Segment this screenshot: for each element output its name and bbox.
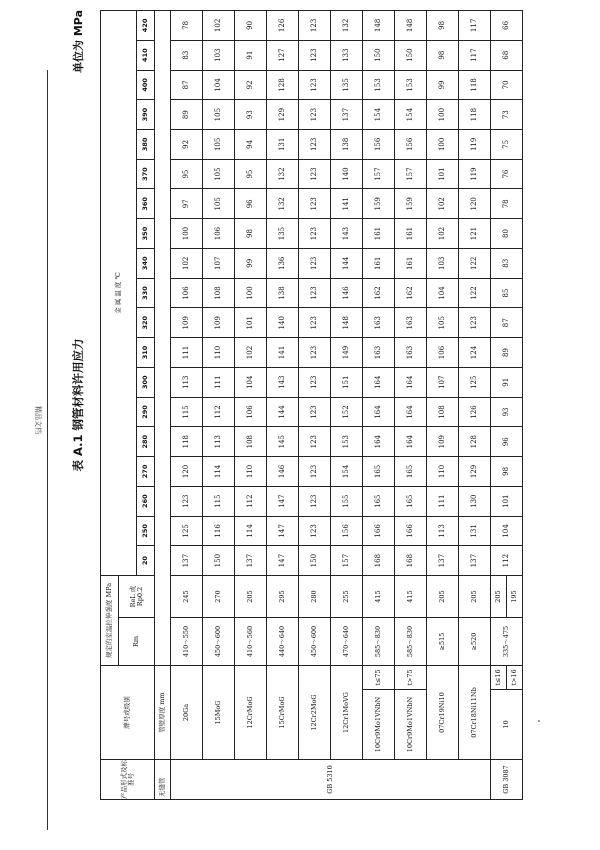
rel-cell: 205 xyxy=(235,576,267,618)
grade-cell: 15MoG xyxy=(203,666,235,760)
grade-cell: 20Ga xyxy=(171,666,203,760)
stress-value-cell: 161 xyxy=(363,248,395,278)
temp-header-340: 340 xyxy=(137,248,155,278)
temp-header-410: 410 xyxy=(137,40,155,70)
stress-value-cell: 147 xyxy=(267,516,299,546)
stress-value-cell: 164 xyxy=(363,367,395,397)
rel-cell: 205 xyxy=(459,576,491,618)
stress-value-cell: 101 xyxy=(427,159,459,189)
stress-value-cell: 91 xyxy=(491,367,523,397)
strength-group-header: 规定的室温拉伸强度 MPa xyxy=(101,576,119,666)
stress-value-cell: 143 xyxy=(267,367,299,397)
stress-value-cell: 161 xyxy=(395,248,427,278)
table-row xyxy=(203,11,235,800)
stress-value-cell: 113 xyxy=(427,516,459,546)
stress-value-cell: 109 xyxy=(427,427,459,457)
stress-value-cell: 114 xyxy=(203,457,235,487)
header-rule xyxy=(47,70,48,830)
stress-value-cell: 123 xyxy=(299,189,331,219)
stress-value-cell: 147 xyxy=(267,546,299,576)
stress-value-cell: 154 xyxy=(331,457,363,487)
stress-value-cell: 123 xyxy=(299,11,331,41)
stress-value-cell: 90 xyxy=(235,11,267,41)
stress-value-cell: 156 xyxy=(395,129,427,159)
stress-value-cell: 117 xyxy=(459,11,491,41)
stress-value-cell: 152 xyxy=(331,397,363,427)
stress-value-cell: 159 xyxy=(363,189,395,219)
rel-cell: 255 xyxy=(331,576,363,618)
stress-value-cell: 112 xyxy=(491,546,523,576)
stress-value-cell: 99 xyxy=(427,70,459,100)
stress-value-cell: 98 xyxy=(235,219,267,249)
product-form-header: 产品形式及标准号 xyxy=(101,760,155,800)
stress-value-cell: 162 xyxy=(395,278,427,308)
stress-value-cell: 145 xyxy=(267,427,299,457)
temp-header-20: 20 xyxy=(137,546,155,576)
stress-value-cell: 154 xyxy=(395,100,427,130)
thickness-cell: t>75 xyxy=(395,666,427,690)
stress-value-cell: 119 xyxy=(459,129,491,159)
stress-value-cell: 112 xyxy=(235,486,267,516)
stress-value-cell: 128 xyxy=(459,427,491,457)
stress-value-cell: 123 xyxy=(299,129,331,159)
stress-value-cell: 108 xyxy=(203,278,235,308)
rotated-page xyxy=(70,10,590,800)
stress-value-cell: 126 xyxy=(267,11,299,41)
stress-value-cell: 78 xyxy=(171,11,203,41)
stress-value-cell: 105 xyxy=(203,189,235,219)
stress-value-cell: 118 xyxy=(459,70,491,100)
stress-value-cell: 115 xyxy=(203,486,235,516)
stress-value-cell: 164 xyxy=(395,427,427,457)
stress-value-cell: 109 xyxy=(203,308,235,338)
stress-value-cell: 78 xyxy=(491,189,523,219)
stress-value-cell: 110 xyxy=(235,457,267,487)
table-row xyxy=(299,11,331,800)
stress-value-cell: 118 xyxy=(171,427,203,457)
table-row xyxy=(363,11,395,800)
stress-value-cell: 156 xyxy=(363,129,395,159)
stress-value-cell: 94 xyxy=(235,129,267,159)
stress-value-cell: 100 xyxy=(235,278,267,308)
stress-value-cell: 125 xyxy=(171,516,203,546)
stress-value-cell: 138 xyxy=(267,278,299,308)
stress-value-cell: 164 xyxy=(395,367,427,397)
stress-value-cell: 163 xyxy=(363,338,395,368)
stress-value-cell: 128 xyxy=(267,70,299,100)
stress-value-cell: 140 xyxy=(331,159,363,189)
stress-value-cell: 168 xyxy=(395,546,427,576)
stress-value-cell: 112 xyxy=(203,397,235,427)
stress-value-cell: 148 xyxy=(331,308,363,338)
stress-value-cell: 146 xyxy=(331,278,363,308)
stress-value-cell: 100 xyxy=(427,100,459,130)
stress-value-cell: 162 xyxy=(363,278,395,308)
stress-value-cell: 102 xyxy=(171,248,203,278)
page-header: 精品文档 xyxy=(34,406,42,434)
stress-value-cell: 148 xyxy=(363,11,395,41)
stress-value-cell: 89 xyxy=(491,338,523,368)
stress-value-cell: 164 xyxy=(395,397,427,427)
stress-value-cell: 85 xyxy=(491,278,523,308)
stress-value-cell: 98 xyxy=(491,457,523,487)
stress-value-cell: 120 xyxy=(171,457,203,487)
stress-value-cell: 123 xyxy=(299,427,331,457)
stress-value-cell: 111 xyxy=(171,338,203,368)
stress-value-cell: 123 xyxy=(299,219,331,249)
stress-value-cell: 143 xyxy=(331,219,363,249)
stress-value-cell: 95 xyxy=(235,159,267,189)
stress-value-cell: 150 xyxy=(363,40,395,70)
stress-value-cell: 131 xyxy=(459,516,491,546)
stress-value-cell: 113 xyxy=(171,367,203,397)
stress-value-cell: 107 xyxy=(203,248,235,278)
temp-header-370: 370 xyxy=(137,159,155,189)
temp-header-290: 290 xyxy=(137,397,155,427)
rm-cell: 440～640 xyxy=(267,618,299,666)
stress-value-cell: 123 xyxy=(299,248,331,278)
stress-value-cell: 118 xyxy=(459,100,491,130)
stress-value-cell: 104 xyxy=(235,367,267,397)
stress-value-cell: 103 xyxy=(427,248,459,278)
stress-value-cell: 73 xyxy=(491,100,523,130)
stress-value-cell: 98 xyxy=(427,40,459,70)
stress-value-cell: 153 xyxy=(331,427,363,457)
stress-value-cell: 123 xyxy=(299,367,331,397)
stress-value-cell: 107 xyxy=(427,367,459,397)
temp-header-280: 280 xyxy=(137,427,155,457)
stress-value-cell: 114 xyxy=(235,516,267,546)
stress-value-cell: 115 xyxy=(171,397,203,427)
stress-value-cell: 104 xyxy=(203,70,235,100)
temp-header-300: 300 xyxy=(137,367,155,397)
table-row xyxy=(331,11,363,800)
table-row xyxy=(171,11,203,800)
stress-value-cell: 105 xyxy=(427,308,459,338)
stress-value-cell: 164 xyxy=(363,427,395,457)
unit-label: 单位为 MPa xyxy=(72,10,85,73)
stress-value-cell: 123 xyxy=(299,100,331,130)
stress-value-cell: 102 xyxy=(427,219,459,249)
stress-value-cell: 122 xyxy=(459,248,491,278)
rel-cell: 205 xyxy=(491,576,507,618)
stress-value-cell: 121 xyxy=(459,219,491,249)
stress-value-cell: 156 xyxy=(331,516,363,546)
stress-value-cell: 83 xyxy=(491,248,523,278)
stress-value-cell: 149 xyxy=(331,338,363,368)
rm-cell: ≥515 xyxy=(427,618,459,666)
stress-value-cell: 131 xyxy=(267,129,299,159)
grade-cell: 12Cr1MoVG xyxy=(331,666,363,760)
stress-table xyxy=(100,10,523,800)
stress-value-cell: 102 xyxy=(203,11,235,41)
grade-cell: 07Cr19Ni10 xyxy=(427,666,459,760)
stress-value-cell: 165 xyxy=(363,486,395,516)
rm-cell: 335～475 xyxy=(491,618,523,666)
stress-value-cell: 96 xyxy=(491,427,523,457)
rel-header: ReL 或 Rp0.2 xyxy=(119,576,155,618)
stress-value-cell: 104 xyxy=(491,516,523,546)
stress-value-cell: 123 xyxy=(299,70,331,100)
stress-value-cell: 123 xyxy=(299,457,331,487)
stress-value-cell: 111 xyxy=(427,486,459,516)
stress-value-cell: 87 xyxy=(491,308,523,338)
stress-value-cell: 163 xyxy=(363,308,395,338)
stress-value-cell: 132 xyxy=(267,159,299,189)
grade-cell: 15CrMoG xyxy=(267,666,299,760)
stress-value-cell: 123 xyxy=(299,338,331,368)
product-standard: GB 3087 xyxy=(491,760,523,800)
metal-temp-header: 金 属 温 度 ℃ xyxy=(101,11,137,576)
grade-header: 牌号或级别 xyxy=(101,666,155,760)
stress-value-cell: 105 xyxy=(203,100,235,130)
stress-value-cell: 93 xyxy=(491,397,523,427)
product-standard: GB 5310 xyxy=(171,760,491,800)
stress-value-cell: 101 xyxy=(491,486,523,516)
table-head xyxy=(101,11,155,800)
stress-value-cell: 92 xyxy=(171,129,203,159)
stress-value-cell: 137 xyxy=(171,546,203,576)
stress-value-cell: 164 xyxy=(363,397,395,427)
stress-value-cell: 123 xyxy=(171,486,203,516)
rel-cell: 415 xyxy=(395,576,427,618)
stress-value-cell: 127 xyxy=(267,40,299,70)
grade-cell: 12Cr2MoG xyxy=(299,666,331,760)
table-row xyxy=(427,11,459,800)
grade-cell: 07Cr18Ni11Nb xyxy=(459,666,491,760)
stress-value-cell: 150 xyxy=(395,40,427,70)
rel-cell: 245 xyxy=(171,576,203,618)
stress-value-cell: 137 xyxy=(331,100,363,130)
temp-header-400: 400 xyxy=(137,70,155,100)
stress-value-cell: 129 xyxy=(267,100,299,130)
stress-value-cell: 165 xyxy=(363,457,395,487)
stress-value-cell: 150 xyxy=(299,546,331,576)
temp-header-420: 420 xyxy=(137,11,155,41)
stress-value-cell: 168 xyxy=(363,546,395,576)
temp-header-350: 350 xyxy=(137,219,155,249)
stress-value-cell: 105 xyxy=(203,159,235,189)
rel-cell: 280 xyxy=(299,576,331,618)
stress-value-cell: 132 xyxy=(331,11,363,41)
stress-value-cell: 161 xyxy=(395,219,427,249)
rel-cell: 415 xyxy=(363,576,395,618)
stress-value-cell: 110 xyxy=(427,457,459,487)
stress-value-cell: 101 xyxy=(235,308,267,338)
temp-header-320: 320 xyxy=(137,308,155,338)
stress-value-cell: 151 xyxy=(331,367,363,397)
stress-value-cell: 75 xyxy=(491,129,523,159)
stress-value-cell: 154 xyxy=(363,100,395,130)
rm-cell: 410～550 xyxy=(171,618,203,666)
stress-value-cell: 147 xyxy=(267,486,299,516)
grade-cell: 10 xyxy=(491,690,523,760)
stress-value-cell: 165 xyxy=(395,486,427,516)
stress-value-cell: 140 xyxy=(267,308,299,338)
stress-value-cell: 146 xyxy=(267,457,299,487)
rm-cell: 410～560 xyxy=(235,618,267,666)
stress-value-cell: 93 xyxy=(235,100,267,130)
stress-value-cell: 141 xyxy=(331,189,363,219)
stress-value-cell: 166 xyxy=(363,516,395,546)
stress-value-cell: 132 xyxy=(267,189,299,219)
stress-value-cell: 92 xyxy=(235,70,267,100)
table-row xyxy=(491,11,507,800)
stress-value-cell: 130 xyxy=(459,486,491,516)
stress-value-cell: 120 xyxy=(459,189,491,219)
table-row xyxy=(267,11,299,800)
rm-cell: ≥520 xyxy=(459,618,491,666)
stress-value-cell: 135 xyxy=(267,219,299,249)
stress-value-cell: 144 xyxy=(331,248,363,278)
stress-value-cell: 106 xyxy=(235,397,267,427)
stress-value-cell: 108 xyxy=(427,397,459,427)
stress-value-cell: 141 xyxy=(267,338,299,368)
grade-cell: 10Cr9Mo1VNbN xyxy=(395,690,427,760)
stress-value-cell: 150 xyxy=(203,546,235,576)
stress-value-cell: 87 xyxy=(171,70,203,100)
stress-value-cell: 138 xyxy=(331,129,363,159)
stress-value-cell: 137 xyxy=(459,546,491,576)
stress-value-cell: 124 xyxy=(459,338,491,368)
stress-value-cell: 83 xyxy=(171,40,203,70)
stress-value-cell: 166 xyxy=(395,516,427,546)
temp-header-360: 360 xyxy=(137,189,155,219)
stress-value-cell: 126 xyxy=(459,397,491,427)
stress-value-cell: 148 xyxy=(395,11,427,41)
stress-value-cell: 122 xyxy=(459,278,491,308)
stress-value-cell: 89 xyxy=(171,100,203,130)
stress-value-cell: 165 xyxy=(395,457,427,487)
stress-value-cell: 155 xyxy=(331,486,363,516)
stress-value-cell: 153 xyxy=(395,70,427,100)
stress-value-cell: 144 xyxy=(267,397,299,427)
grade-cell: 12CrMoG xyxy=(235,666,267,760)
stress-value-cell: 103 xyxy=(203,40,235,70)
rm-header: Rm xyxy=(119,618,155,666)
stress-value-cell: 123 xyxy=(299,40,331,70)
stress-value-cell: 105 xyxy=(203,129,235,159)
stress-value-cell: 109 xyxy=(171,308,203,338)
stress-value-cell: 157 xyxy=(395,159,427,189)
stress-value-cell: 68 xyxy=(491,40,523,70)
stress-value-cell: 113 xyxy=(203,427,235,457)
stress-value-cell: 95 xyxy=(171,159,203,189)
stress-value-cell: 123 xyxy=(299,486,331,516)
stress-value-cell: 106 xyxy=(427,338,459,368)
stress-value-cell: 80 xyxy=(491,219,523,249)
stress-value-cell: 119 xyxy=(459,159,491,189)
stress-value-cell: 137 xyxy=(235,546,267,576)
stress-value-cell: 100 xyxy=(427,129,459,159)
stress-value-cell: 106 xyxy=(171,278,203,308)
stress-value-cell: 66 xyxy=(491,11,523,41)
stress-value-cell: 102 xyxy=(427,189,459,219)
stress-value-cell: 100 xyxy=(171,219,203,249)
stress-value-cell: 70 xyxy=(491,70,523,100)
stress-value-cell: 99 xyxy=(235,248,267,278)
stress-value-cell: 163 xyxy=(395,308,427,338)
temp-header-330: 330 xyxy=(137,278,155,308)
thickness-cell: t≤75 xyxy=(363,666,395,690)
thickness-cell: t>16 xyxy=(507,666,523,690)
table-body xyxy=(155,11,523,800)
rel-cell: 270 xyxy=(203,576,235,618)
stress-value-cell: 108 xyxy=(235,427,267,457)
stress-value-cell: 129 xyxy=(459,457,491,487)
stress-value-cell: 111 xyxy=(203,367,235,397)
temp-header-380: 380 xyxy=(137,129,155,159)
stress-value-cell: 106 xyxy=(203,219,235,249)
stress-value-cell: 96 xyxy=(235,189,267,219)
temp-header-270: 270 xyxy=(137,457,155,487)
table-row xyxy=(395,11,427,800)
rel-cell: 195 xyxy=(507,576,523,618)
stress-value-cell: 157 xyxy=(331,546,363,576)
stress-value-cell: 117 xyxy=(459,40,491,70)
stress-value-cell: 123 xyxy=(299,397,331,427)
stress-value-cell: 125 xyxy=(459,367,491,397)
temp-header-250: 250 xyxy=(137,516,155,546)
stress-value-cell: 116 xyxy=(203,516,235,546)
temp-header-390: 390 xyxy=(137,100,155,130)
stress-value-cell: 104 xyxy=(427,278,459,308)
stress-value-cell: 133 xyxy=(331,40,363,70)
stress-value-cell: 123 xyxy=(299,159,331,189)
product-group-row xyxy=(155,11,171,800)
stress-value-cell: 123 xyxy=(459,308,491,338)
rm-cell: 585～830 xyxy=(363,618,395,666)
stress-value-cell: 153 xyxy=(363,70,395,100)
thickness-header: 管壁厚度 mm xyxy=(155,666,171,760)
product-group-label: 无缝管 xyxy=(155,760,171,800)
stress-value-cell: 123 xyxy=(299,308,331,338)
temp-header-310: 310 xyxy=(137,338,155,368)
stress-value-cell: 110 xyxy=(203,338,235,368)
stress-value-cell: 135 xyxy=(331,70,363,100)
stress-value-cell: 123 xyxy=(299,278,331,308)
rel-cell: 295 xyxy=(267,576,299,618)
stress-value-cell: 136 xyxy=(267,248,299,278)
stress-value-cell: 163 xyxy=(395,338,427,368)
stress-value-cell: 137 xyxy=(427,546,459,576)
rm-cell: 585～830 xyxy=(395,618,427,666)
rel-cell: 205 xyxy=(427,576,459,618)
stress-value-cell: 76 xyxy=(491,159,523,189)
grade-cell: 10Cr9Mo1VNbN xyxy=(363,690,395,760)
rm-cell: 450～600 xyxy=(299,618,331,666)
rm-cell: 470～640 xyxy=(331,618,363,666)
temp-header-260: 260 xyxy=(137,486,155,516)
table-row xyxy=(235,11,267,800)
stress-value-cell: 159 xyxy=(395,189,427,219)
table-row xyxy=(459,11,491,800)
table-title: 表 A.1 钢管材料许用应力 xyxy=(71,338,85,472)
stress-value-cell: 102 xyxy=(235,338,267,368)
stress-value-cell: 161 xyxy=(363,219,395,249)
stress-value-cell: 123 xyxy=(299,516,331,546)
thickness-cell: t≤16 xyxy=(491,666,507,690)
stress-value-cell: 91 xyxy=(235,40,267,70)
header-row-1 xyxy=(101,11,119,800)
stress-value-cell: 97 xyxy=(171,189,203,219)
rm-cell: 450～600 xyxy=(203,618,235,666)
product-group-spacer xyxy=(155,11,171,666)
stress-value-cell: 157 xyxy=(363,159,395,189)
stress-value-cell: 98 xyxy=(427,11,459,41)
